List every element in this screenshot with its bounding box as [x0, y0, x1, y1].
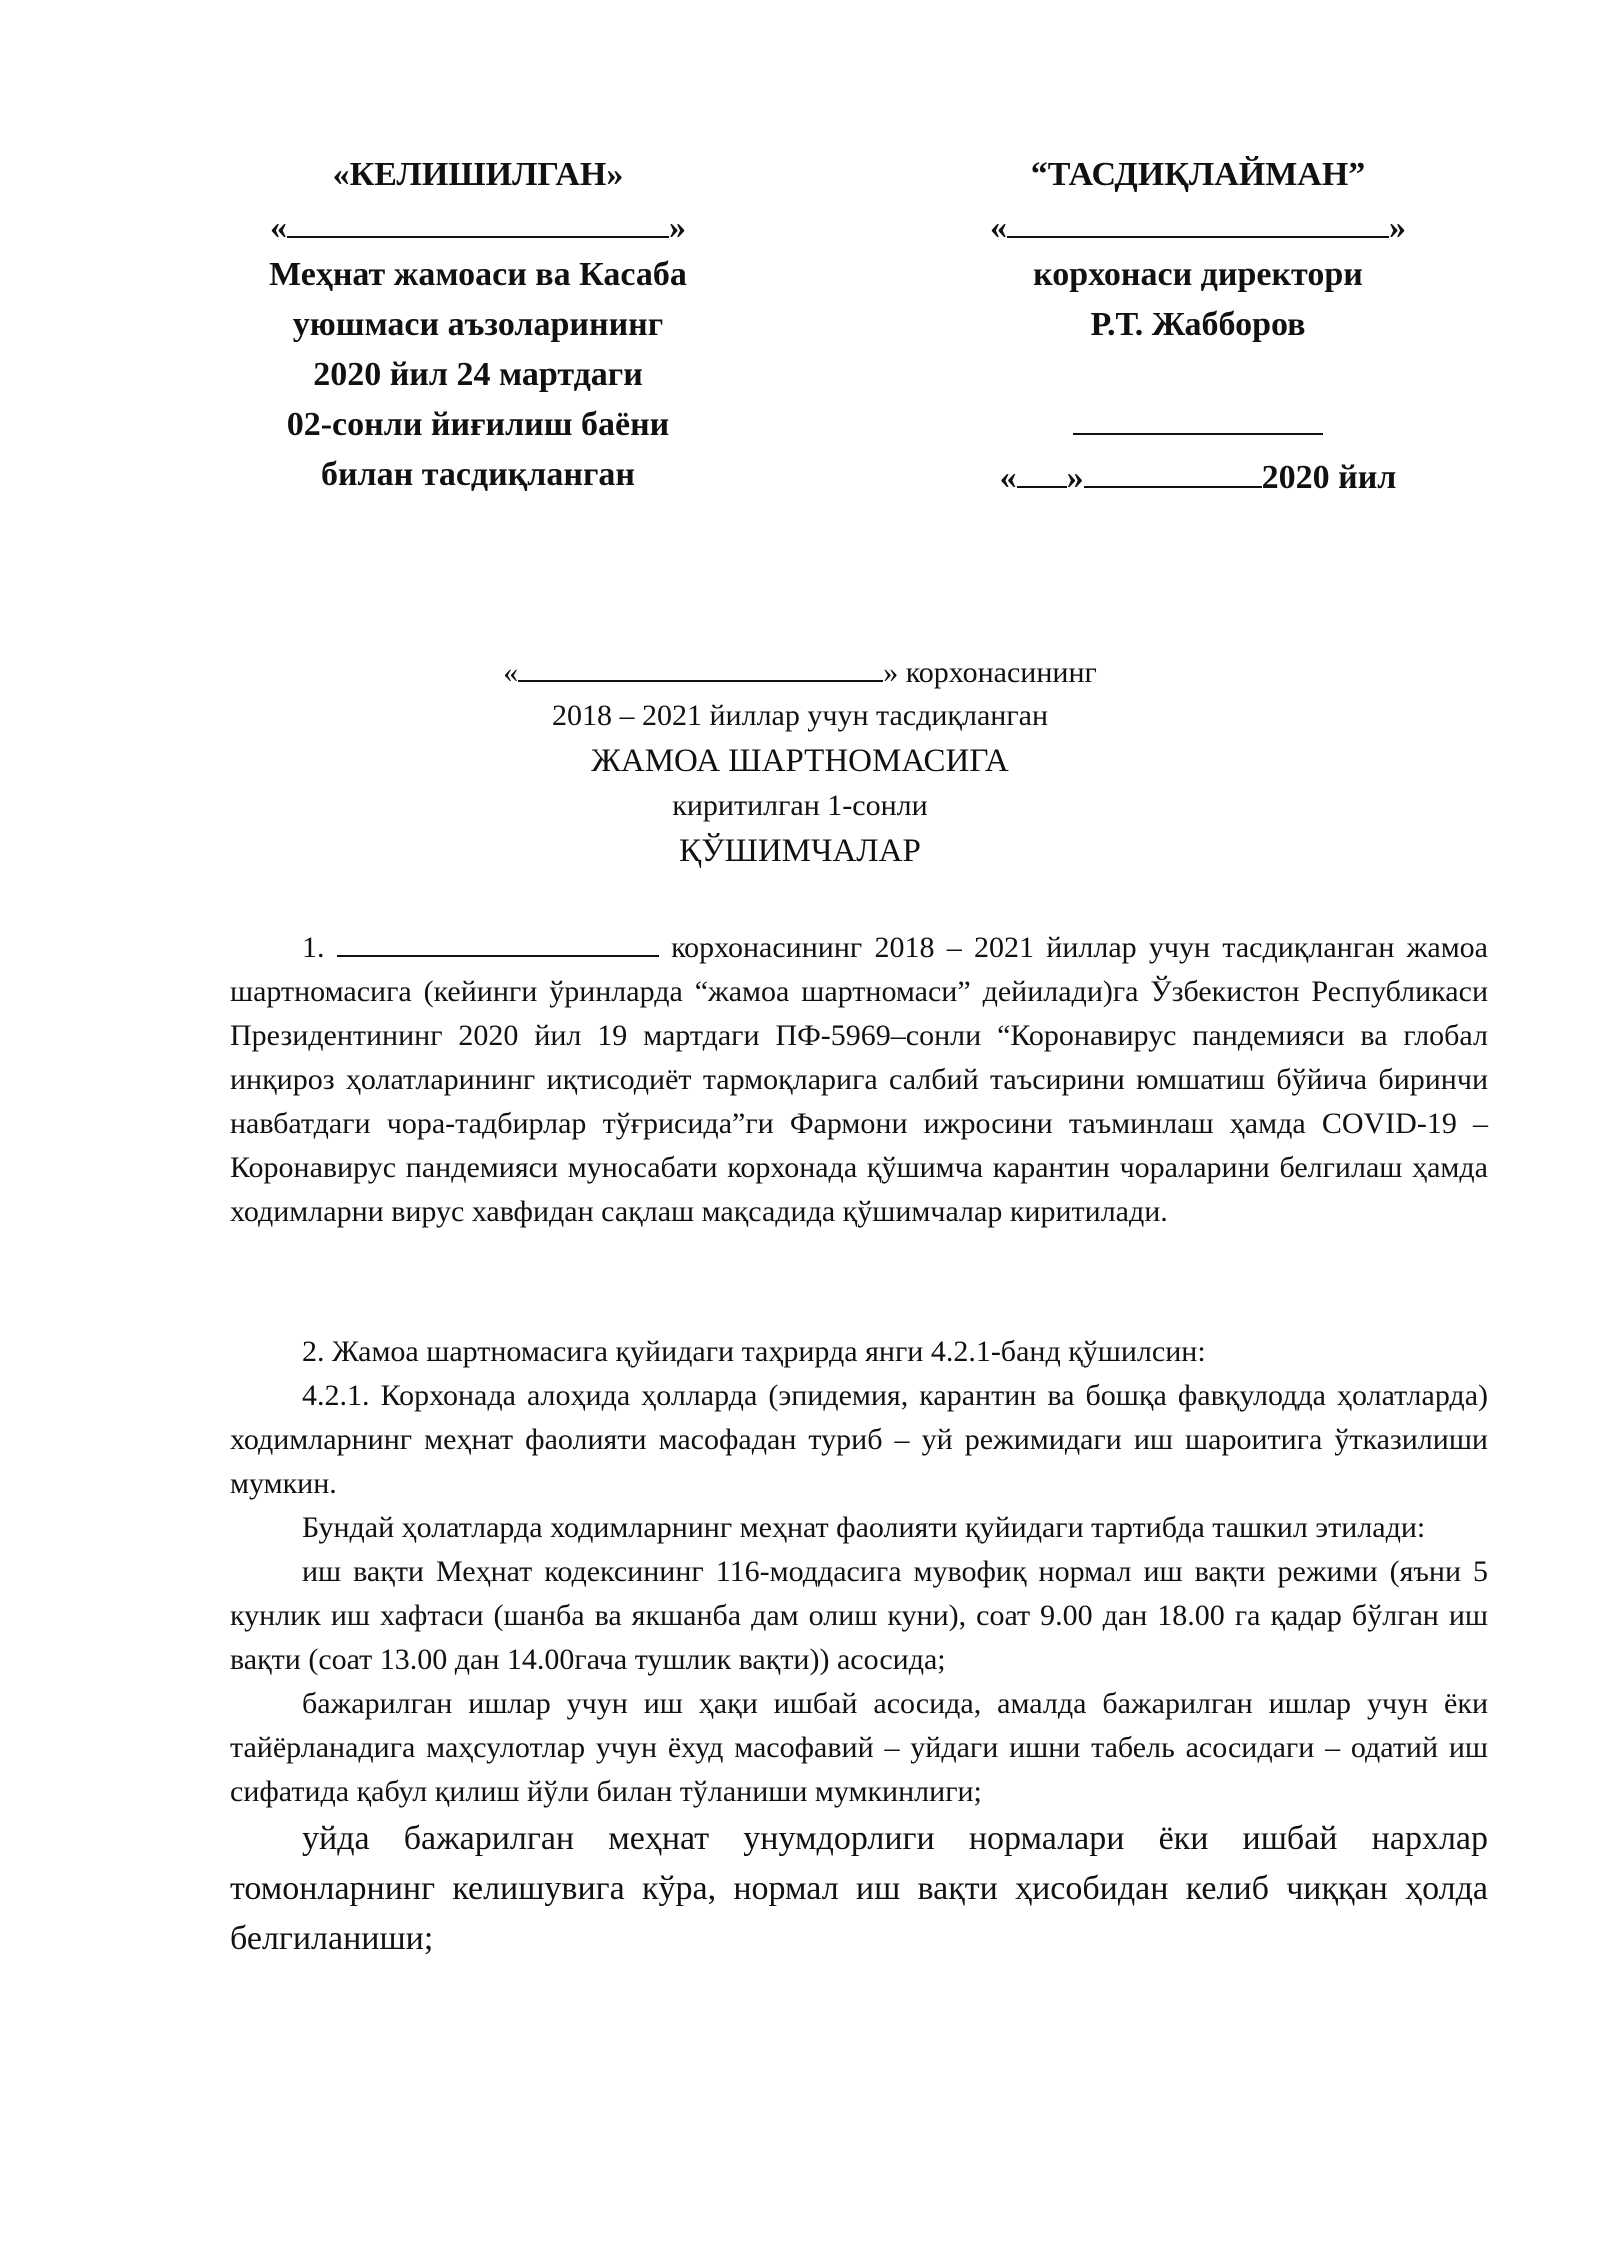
paragraph-4: Бундай ҳолатларда ходимларнинг меҳнат фаолияти қуйидаги тартибда ташкил этилади: [302, 1511, 1426, 1544]
paragraph-3: 4.2.1. Корхонада алоҳида ҳолларда (эпидемия, карантин ва бошқа фавқулодда ҳолатларда) ходимларнинг меҳнат фаолияти масофадан туриб – уй режимидаги иш шароитига ўтказилиши мумкин. [230, 1379, 1488, 1500]
month-blank [1084, 450, 1262, 488]
approve-line-1: корхонаси директори [1033, 256, 1363, 293]
title-additions: ҚЎШИМЧАЛАР [679, 833, 921, 869]
title-sub: киритилган 1-сонли [672, 789, 928, 822]
agreed-block [198, 150, 758, 500]
document-title-block [0, 650, 1600, 874]
paragraph-5: иш вақти Меҳнат кодексининг 116-моддасига мувофиқ нормал иш вақти режими (яъни 5 кунлик иш хафтаси (шанба ва якшанба дам олиш куни), соат 9.00 дан 18.00 га қадар бўлган иш вақти (соат 13.00 дан 14.00гача тушлик вақти)) асосида; [230, 1555, 1488, 1676]
approve-title: “ТАСДИҚЛАЙМАН” [1030, 156, 1366, 193]
agreed-line-1: Меҳнат жамоаси ва Касаба [269, 256, 687, 293]
blank-line [287, 200, 669, 238]
company-blank-inline [337, 925, 659, 957]
paragraph-2: 2. Жамоа шартномасига қуйидаги таҳрирда янги 4.2.1-банд қўшилсин: [302, 1335, 1206, 1368]
approve-company-line: « » [918, 200, 1478, 250]
section-2 [230, 1330, 1488, 1964]
signature-blank [1073, 403, 1323, 435]
approve-line-2: Р.Т. Жабборов [1090, 306, 1306, 343]
paragraph-1-text: корхонасининг 2018 – 2021 йиллар учун тасдиқланган жамоа шартномасига (кейинги ўринларда “жамоа шартномаси” дейилади)га Ўзбекистон Республикаси Президентининг 2020 йил 19 мартдаги ПФ-5969–сонли “Коронавирус пандемияси ва глобал инқироз ҳолатларининг иқтисодиёт тармоқларига салбий таъсирини юмшатиш бўйича биринчи навбатдаги чора-тадбирлар тўғрисида”ги Фармони ижросини таъминлаш ҳамда COVID-19 – Коронавирус пандемияси муносабати корхонада қўшимча карантин чораларини белгилаш ҳамда ходимларни вирус хавфидан сақлаш мақсадида қўшимчалар киритилади. [230, 931, 1488, 1228]
approve-date-line: « » 2020 йил [918, 450, 1478, 500]
title-period: 2018 – 2021 йиллар учун тасдиқланган [551, 699, 1049, 732]
title-main: ЖАМОА ШАРТНОМАСИГА [591, 743, 1009, 779]
paragraph-1: 1. корхонасининг 2018 – 2021 йиллар учун тасдиқланган жамоа шартномасига (кейинги ўринларда “жамоа шартномаси” дейилади)га Ўзбекистон Республикаси Президентининг 2020 йил 19 мартдаги ПФ-5969–сонли “Коронавирус пандемияси ва глобал инқироз ҳолатларининг иқтисодиёт тармоқларига салбий таъсирини юмшатиш бўйича биринчи навбатдаги чора-тадбирлар тўғрисида”ги Фармони ижросини таъминлаш ҳамда COVID-19 – Коронавирус пандемияси муносабати корхонада қўшимча карантин чораларини белгилаш ҳамда ходимларни вирус хавфидан сақлаш мақсадида қўшимчалар киритилади. [230, 925, 1488, 1234]
company-blank [518, 650, 883, 682]
agreed-line-2: уюшмаси аъзоларининг [292, 306, 664, 343]
day-blank [1017, 450, 1067, 488]
agreed-line-4: 02-сонли йиғилиш баёни [286, 406, 670, 443]
paragraph-7: уйда бажарилган меҳнат унумдорлиги нормалари ёки ишбай нархлар томонларнинг келишувига кўра, нормал иш вақти ҳисобидан келиб чиққан ҳолда белгиланиши; [230, 1820, 1488, 1957]
approve-block [918, 150, 1478, 500]
paragraph-6: бажарилган ишлар учун иш ҳақи ишбай асосида, амалда бажарилган ишлар учун ёки тайёрланадига маҳсулотлар учун ёхуд масофавий – уйдаги ишни табель асосидаги – одатий иш сифатида қабул қилиш йўли билан тўланиши мумкинлиги; [230, 1687, 1488, 1808]
approve-signature-line [918, 400, 1478, 450]
agreed-signature-line: « » [198, 200, 758, 250]
blank-line [1007, 200, 1389, 238]
agreed-line-5: билан тасдиқланган [320, 456, 636, 493]
title-company-line: « » корхонасининг [0, 650, 1600, 694]
agreed-line-3: 2020 йил 24 мартдаги [313, 356, 643, 393]
agreed-title: «КЕЛИШИЛГАН» [332, 156, 624, 193]
